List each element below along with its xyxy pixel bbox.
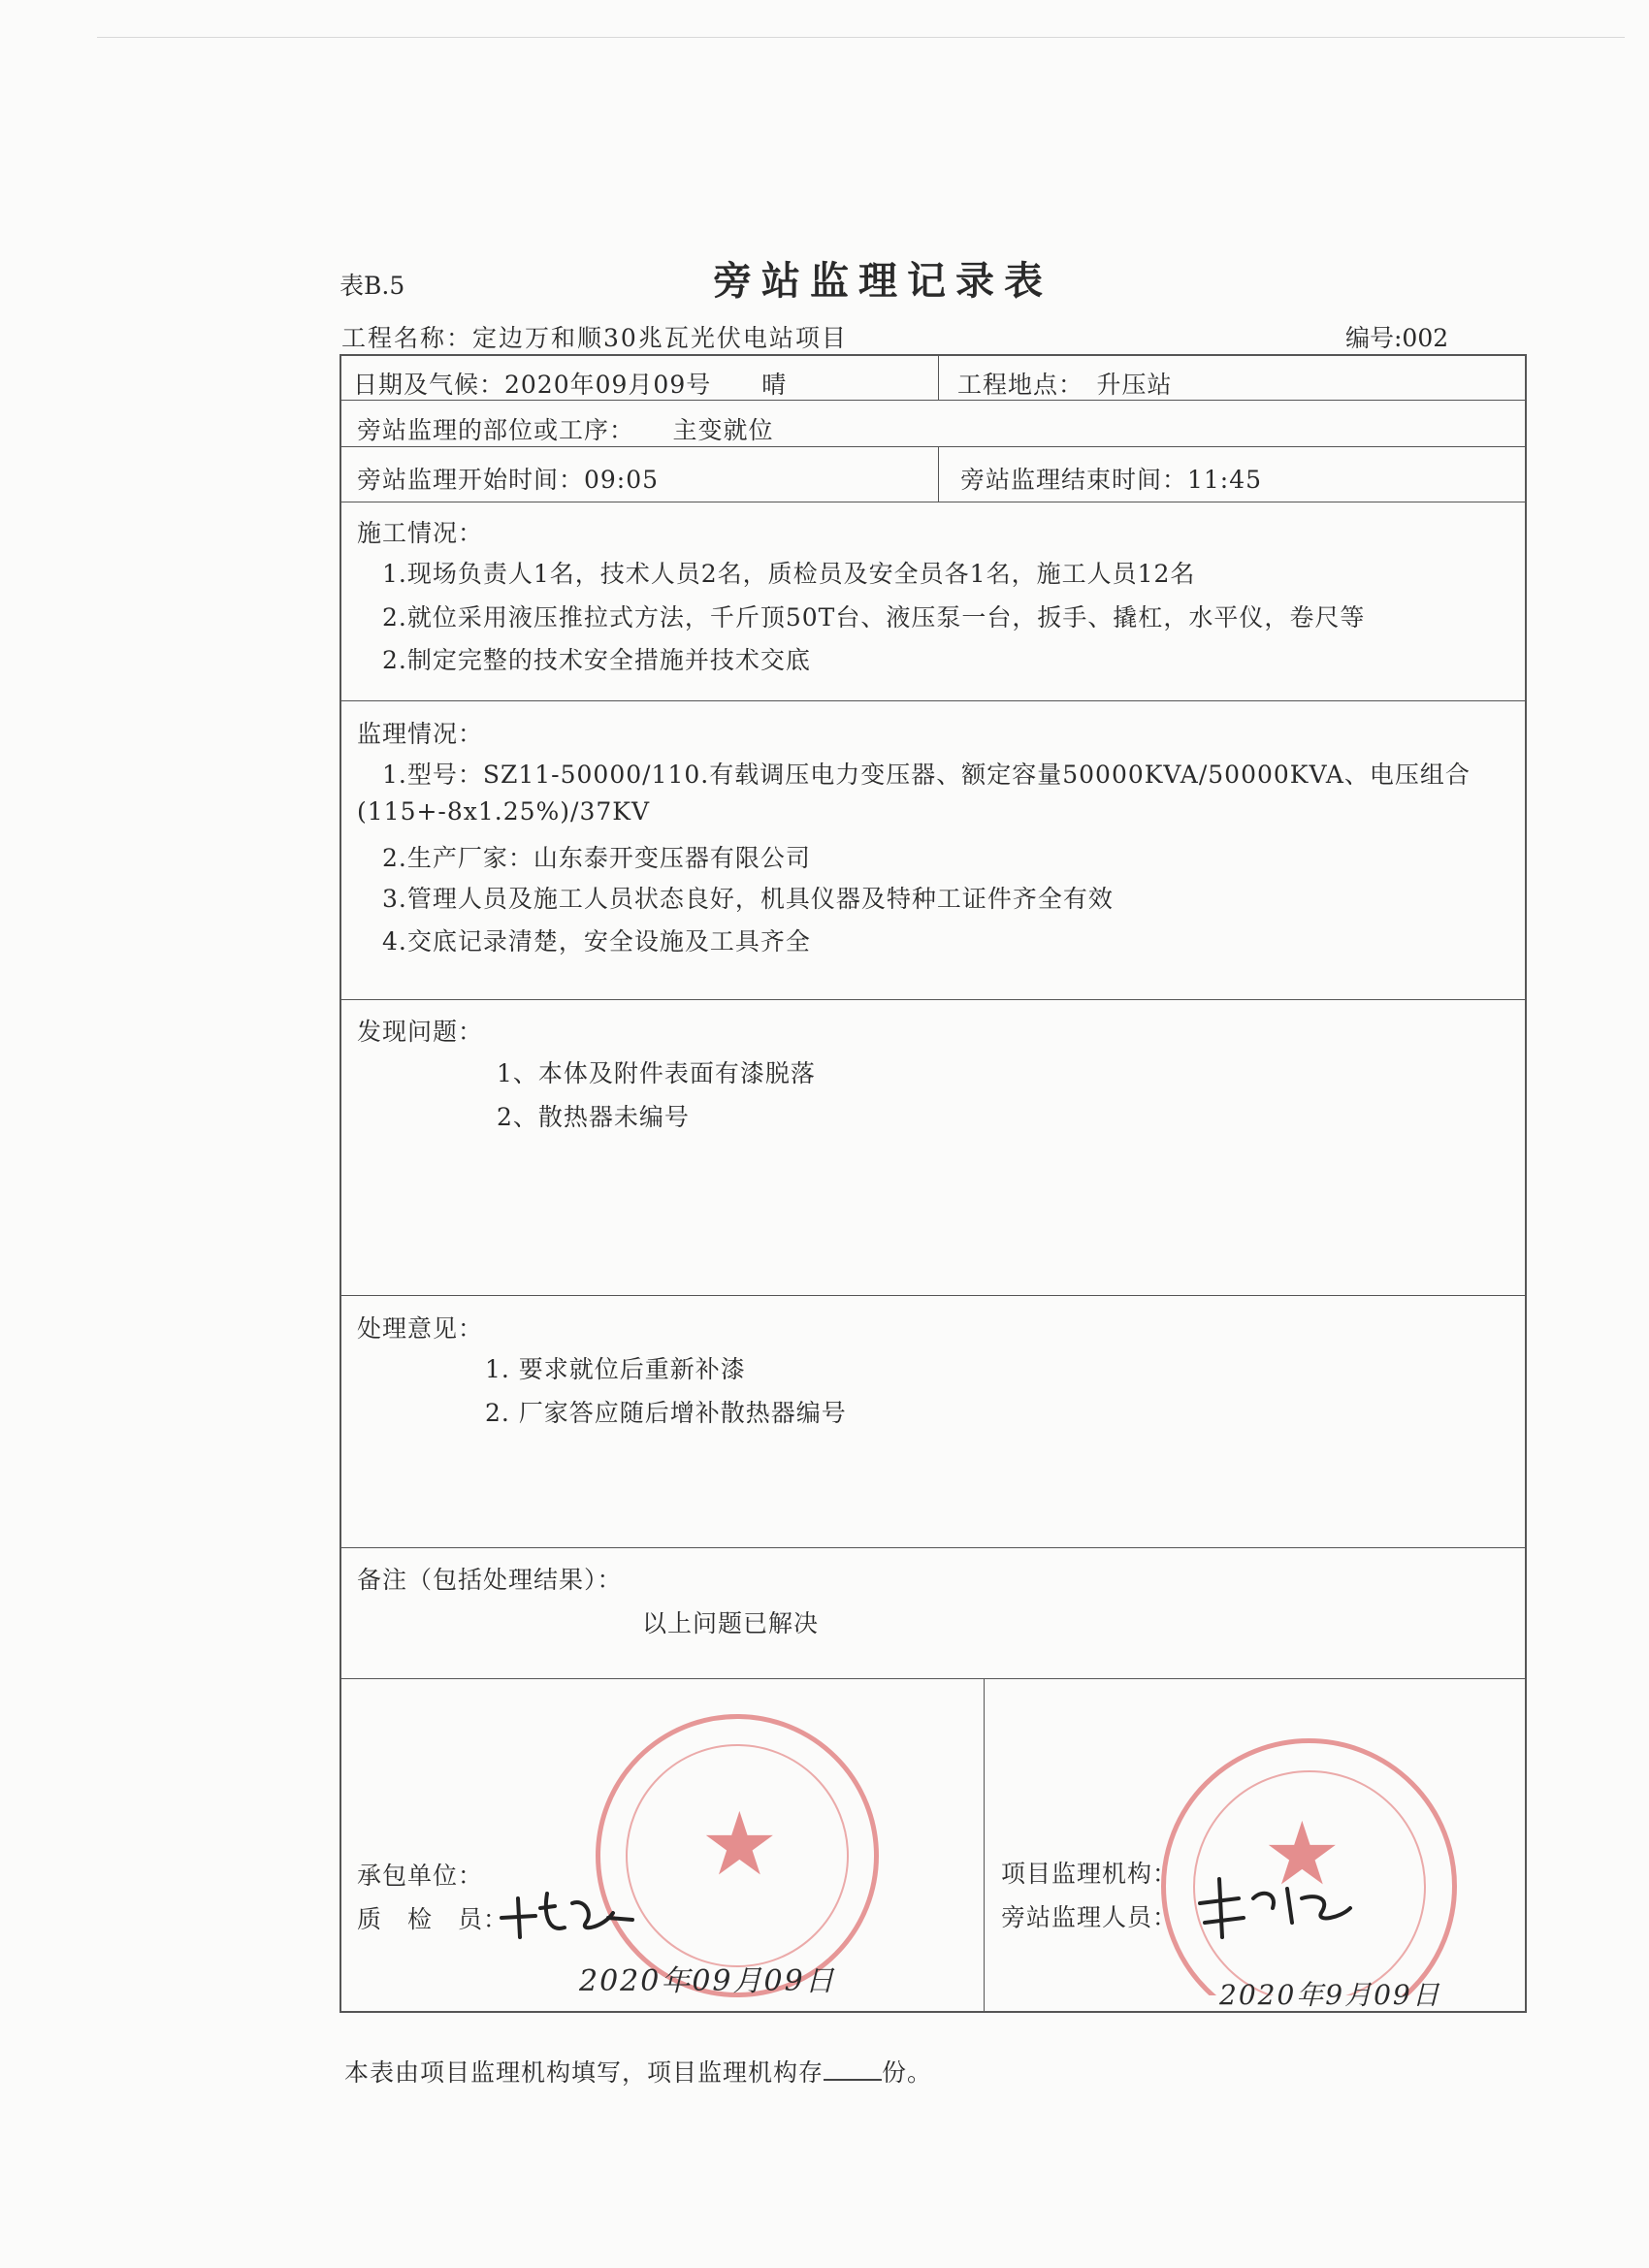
record-table [340, 354, 1527, 2013]
construction-item: 2.就位采用液压推拉式方法，千斤顶50T台、液压泵一台，扳手、撬杠，水平仪，卷尺等 [382, 603, 1366, 632]
supervision-item: 3.管理人员及施工人员状态良好，机具仪器及特种工证件齐全有效 [382, 885, 1114, 913]
supervision-item: 2.生产厂家：山东泰开变压器有限公司 [382, 844, 811, 872]
seal-star-icon: ★ [1263, 1803, 1342, 1905]
supervision-item: (115+-8x1.25%)/37KV [357, 797, 651, 826]
construction-item: 2.制定完整的技术安全措施并技术交底 [382, 646, 811, 674]
handling-heading: 处理意见： [357, 1314, 484, 1343]
contractor-date: 2020年09月09日 [579, 1964, 836, 1998]
problem-item: 1、本体及附件表面有漆脱落 [497, 1059, 816, 1087]
end-time: 旁站监理结束时间：11:45 [960, 466, 1263, 494]
form-number: 表B.5 [340, 272, 405, 300]
supervision-heading: 监理情况： [357, 720, 484, 748]
scan-top-line [97, 37, 1625, 38]
handling-item: 2. 厂家答应随后增补散热器编号 [485, 1399, 847, 1427]
document-title: 旁站监理记录表 [713, 258, 1052, 304]
seal-star-icon: ★ [700, 1794, 779, 1895]
project-name: 工程名称：定边万和顺30兆瓦光伏电站项目 [341, 324, 848, 352]
copies-blank [824, 2079, 882, 2081]
problems-heading: 发现问题： [357, 1018, 484, 1046]
problem-item: 2、散热器未编号 [497, 1103, 690, 1131]
project-location: 工程地点： 升压站 [957, 371, 1173, 399]
supervised-process: 旁站监理的部位或工序： 主变就位 [357, 416, 774, 444]
remarks-heading: 备注（包括处理结果）： [357, 1566, 623, 1594]
supervisor-signature [1195, 1869, 1360, 1947]
date-weather: 日期及气候：2020年09月09号 晴 [353, 371, 788, 399]
supervision-item: 1.型号：SZ11-50000/110.有载调压电力变压器、额定容量50000KVA/50000KVA、电压组合 [382, 761, 1471, 789]
supervision-item: 4.交底记录清楚，安全设施及工具齐全 [382, 927, 811, 956]
record-number: 编号:002 [1345, 324, 1449, 352]
supervisor-label: 旁站监理人员： [1001, 1903, 1179, 1931]
supervisor-date: 2020年9月09日 [1219, 1979, 1441, 2011]
construction-item: 1.现场负责人1名，技术人员2名，质检员及安全员各1名，施工人员12名 [382, 560, 1196, 588]
supervisor-org-label: 项目监理机构： [1001, 1860, 1179, 1888]
start-time: 旁站监理开始时间：09:05 [357, 466, 660, 494]
contractor-label: 承包单位： [357, 1862, 484, 1890]
handling-item: 1. 要求就位后重新补漆 [485, 1355, 746, 1383]
inspector-signature [497, 1879, 642, 1947]
footer-note: 本表由项目监理机构填写，项目监理机构存 份。 [344, 2058, 933, 2087]
inspector-label: 质 检 员： [357, 1905, 509, 1933]
construction-heading: 施工情况： [357, 519, 484, 547]
remarks-text: 以上问题已解决 [642, 1609, 820, 1637]
